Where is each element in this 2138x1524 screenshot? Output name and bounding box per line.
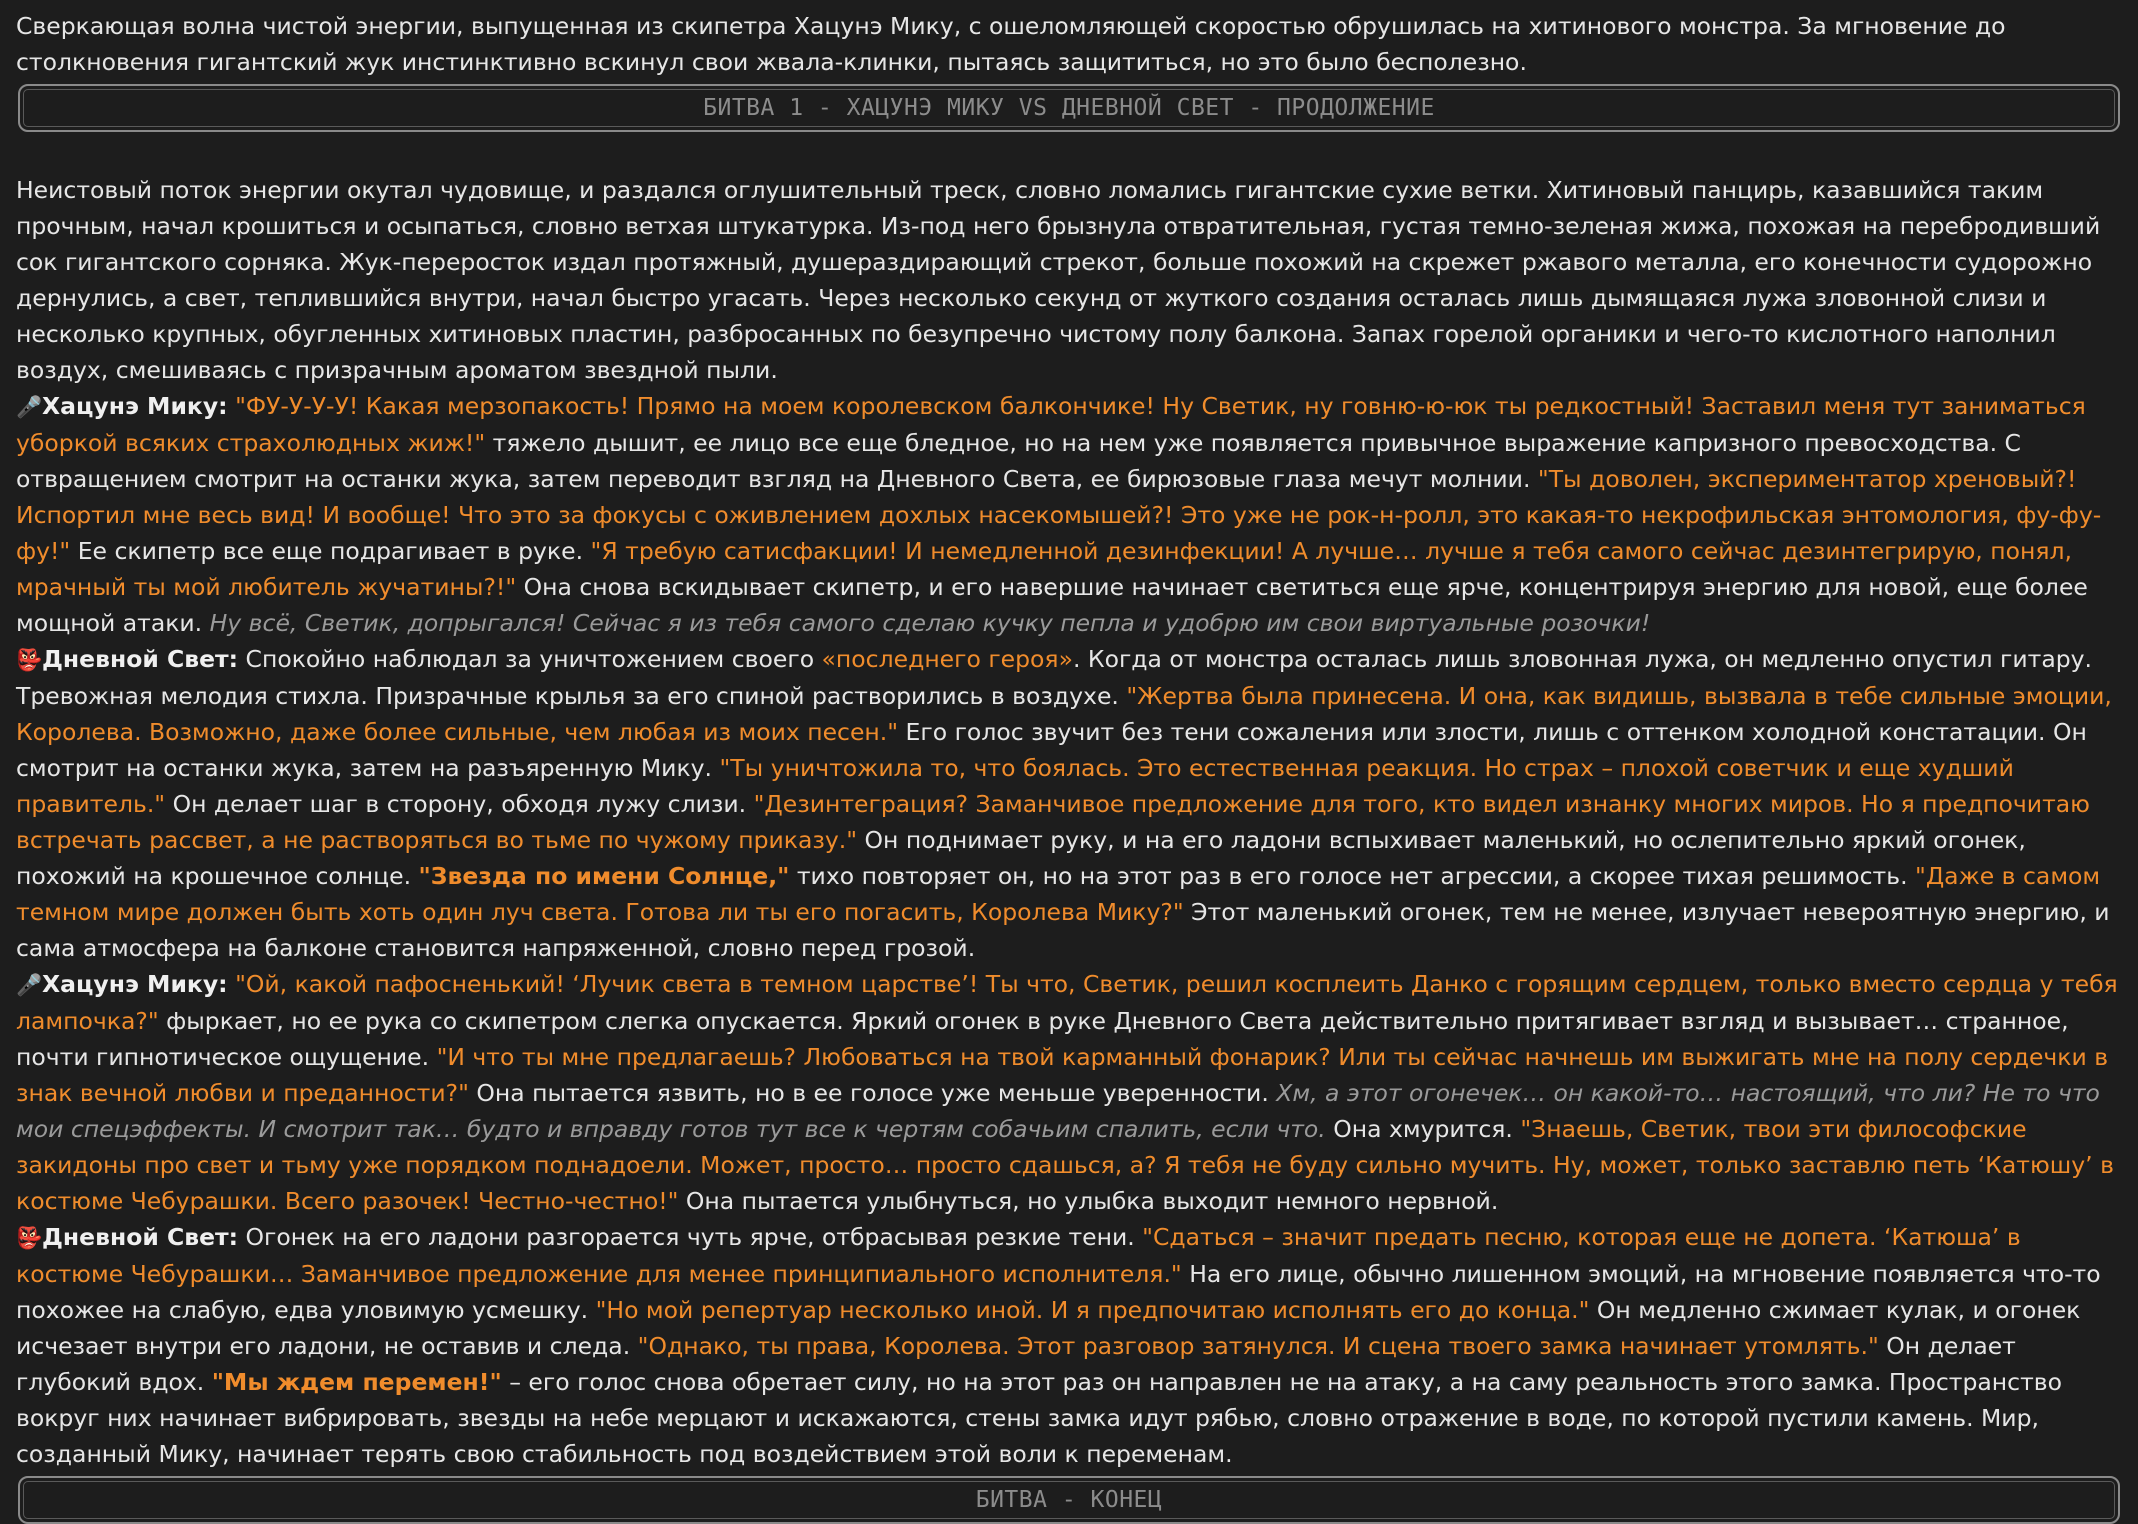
miku-turn-1 <box>16 388 2122 641</box>
dialogue-quote: "Сдаться – значит предать песню, которая еще не допета. ‘Катюша’ в костюме Чебурашки… Заманчивое предложение для менее принципиального исполнителя." <box>16 1223 2021 1288</box>
dialogue-quote: "Знаешь, Светик, твои эти философские закидоны про свет и тьму уже порядком поднадоели. Может, просто… просто сдашься, а? Я тебя не буду сильно мучить. Ну, может, только заставлю петь ‘Катюшу’ в костюме Чебурашки. Всего разочек! Честно-честно!" <box>16 1115 2114 1215</box>
narration-text: Этот маленький огонек, тем не менее, излучает невероятную энергию, и сама атмосфера на балконе становится напряженной, словно перед грозой. <box>16 898 2110 962</box>
dialogue-quote: "Жертва была принесена. И она, как видишь, вызвала в тебе сильные эмоции, Королева. Возможно, даже более сильные, чем любая из моих песен." <box>16 682 2112 746</box>
inner-thought: Ну всё, Светик, допрыгался! Сейчас я из тебя самого сделаю кучку пепла и удобрю им свои виртуальные розочки! <box>209 609 1651 637</box>
dialogue-quote-bold: "Звезда по имени Солнце," <box>418 862 790 890</box>
dialogue-quote: «последнего героя» <box>821 645 1073 673</box>
speaker-name-miku: Хацунэ Мику: <box>42 970 228 998</box>
dialogue-quote: "ФУ-У-У-У! Какая мерзопакость! Прямо на моем королевском балкончике! Ну Светик, ну говню-ю-юк ты редкостный! Заставил меня тут заниматься уборкой всяких страхолюдных жиж!" <box>16 392 2086 457</box>
light-turn-1 <box>16 641 2122 966</box>
narration-text: фыркает, но ее рука со скипетром слегка опускается. Яркий огонек в руке Дневного Света действительно притягивает взгляд и вызывает… странное, почти гипнотическое ощущение. <box>16 1007 2069 1071</box>
speaker-name-light: Дневной Свет: <box>42 1223 239 1251</box>
narration-text: . Когда от монстра осталась лишь зловонная лужа, он медленно опустил гитару. Тревожная мелодия стихла. Призрачные крылья за его спиной растворились в воздухе. <box>16 645 2093 710</box>
dialogue-quote: "Я требую сатисфакции! И немедленной дезинфекции! А лучше… лучше я тебя самого сейчас дезинтегрирую, понял, мрачный ты мой любитель жучатины?!" <box>16 537 2072 601</box>
narration-text: Она снова вскидывает скипетр, и его навершие начинает светиться еще ярче, концентрируя энергию для новой, еще более мощной атаки. <box>16 573 2088 637</box>
dialogue-quote: "И что ты мне предлагаешь? Любоваться на твой карманный фонарик? Или ты сейчас начнешь им выжигать мне на полу сердечки в знак вечной любви и преданности?" <box>16 1043 2109 1107</box>
narration-paragraph: Неистовый поток энергии окутал чудовище, и раздался оглушительный треск, словно ломались гигантские сухие ветки. Хитиновый панцирь, казавшийся таким прочным, начал крошиться и осыпаться, словно ветхая штукатурка. Из-под него брызнула отвратительная, густая темно-зеленая жижа, похожая на перебродивший сок гигантского сорняка. Жук-переросток издал протяжный, душераздирающий стрекот, больше похожий на скрежет ржавого металла, его конечности судорожно дернулись, а свет, теплившийся внутри, начал быстро угасать. Через несколько секунд от жуткого создания осталась лишь дымящаяся лужа зловонной слизи и несколько крупных, обугленных хитиновых пластин, разбросанных по безупречно чистому полу балкона. Запах горелой органики и чего-то кислотного наполнил воздух, смешиваясь с призрачным ароматом звездной пыли. <box>16 176 2101 384</box>
narration-text: Она пытается язвить, но в ее голосе уже меньше уверенности. <box>468 1079 1277 1107</box>
dialogue-quote-bold: "Мы ждем перемен!" <box>211 1368 502 1396</box>
microphone-icon: 🎤 <box>16 973 43 997</box>
battle-start-banner: БИТВА 1 - ХАЦУНЭ МИКУ VS ДНЕВНОЙ СВЕТ - ПРОДОЛЖЕНИЕ <box>18 84 2120 132</box>
narration-text: Он делает глубокий вдох. <box>16 1332 2016 1396</box>
battle-end-banner: БИТВА - КОНЕЦ <box>18 1476 2120 1524</box>
microphone-icon: 🎤 <box>16 395 43 419</box>
dialogue-quote: "Ты уничтожила то, что боялась. Это естественная реакция. Но страх – плохой советчик и еще худший правитель." <box>16 754 2014 818</box>
mask-icon: 👺 <box>16 1226 43 1250</box>
narration-text: Его голос звучит без тени сожаления или злости, лишь с оттенком холодной констатации. Он смотрит на останки жука, затем на разъяренную Мику. <box>16 718 2087 782</box>
speaker-name-miku: Хацунэ Мику: <box>42 392 228 420</box>
inner-thought: Хм, а этот огонечек… он какой-то… настоящий, что ли? Не то что мои спецэффекты. И смотрит так… будто и вправду готов тут все к чертям собачьим спалить, если что. <box>16 1079 2100 1143</box>
light-turn-2 <box>16 1219 2122 1472</box>
narration-text: тихо повторяет он, но на этот раз в его голосе нет агрессии, а скорее тихая решимость. <box>789 862 1916 890</box>
narration-text: Ее скипетр все еще подрагивает в руке. <box>70 537 591 565</box>
dialogue-quote: "Ой, какой пафосненький! ‘Лучик света в темном царстве’! Ты что, Светик, решил косплеить Данко с горящим сердцем, только вместо сердца у тебя лампочка?" <box>16 970 2118 1035</box>
narration-text: тяжело дышит, ее лицо все еще бледное, но на нем уже появляется привычное выражение капризного превосходства. С отвращением смотрит на останки жука, затем переводит взгляд на Дневного Света, ее бирюзовые глаза мечут молнии. <box>16 429 2021 493</box>
narration-text: Он медленно сжимает кулак, и огонек исчезает внутри его ладони, не оставив и следа. <box>16 1296 2081 1360</box>
speaker-name-light: Дневной Свет: <box>42 645 239 673</box>
narration-text: Она пытается улыбнуться, но улыбка выходит немного нервной. <box>678 1187 1499 1215</box>
narration-text: Она хмурится. <box>1325 1115 1521 1143</box>
dialogue-quote: "Но мой репертуар несколько иной. И я предпочитаю исполнять его до конца." <box>595 1296 1590 1324</box>
dialogue-quote: "Дезинтеграция? Заманчивое предложение для того, кто видел изнанку многих миров. Но я предпочитаю встречать рассвет, а не растворяться во тьме по чужому приказу." <box>16 790 2090 854</box>
miku-turn-2 <box>16 966 2122 1219</box>
narration-text: Огонек на его ладони разгорается чуть ярче, отбрасывая резкие тени. <box>238 1223 1143 1251</box>
narration-text: Спокойно наблюдал за уничтожением своего <box>238 645 822 673</box>
dialogue-quote: "Ты доволен, экспериментатор хреновый?! Испортил мне весь вид! И вообще! Что это за фокусы с оживлением дохлых насекомышей?! Это уже не рок-н-ролл, это какая-то некрофильская энтомология, фу-фу-фу!" <box>16 465 2102 565</box>
narration-text: – его голос снова обретает силу, но на этот раз он направлен не на атаку, а на саму реальность этого замка. Пространство вокруг них начинает вибрировать, звезды на небе мерцают и искажаются, стены замка идут рябью, словно отражение в воде, по которой пустили камень. Мир, созданный Мику, начинает терять свою стабильность под воздействием этой воли к переменам. <box>16 1368 2062 1468</box>
mask-icon: 👺 <box>16 648 43 672</box>
narration-text: Он делает шаг в сторону, обходя лужу слизи. <box>165 790 754 818</box>
dialogue-quote: "Даже в самом темном мире должен быть хоть один луч света. Готова ли ты его погасить, Королева Мику?" <box>16 862 2101 926</box>
narration-text: На его лице, обычно лишенном эмоций, на мгновение появляется что-то похожее на слабую, едва уловимую усмешку. <box>16 1260 2101 1324</box>
dialogue-quote: "Однако, ты права, Королева. Этот разговор затянулся. И сцена твоего замка начинает утомлять." <box>637 1332 1879 1360</box>
narration-text: Он поднимает руку, и на его ладони вспыхивает маленький, но ослепительно яркий огонек, похожий на крошечное солнце. <box>16 826 2026 890</box>
intro-paragraph: Сверкающая волна чистой энергии, выпущенная из скипетра Хацунэ Мику, с ошеломляющей скоростью обрушилась на хитинового монстра. За мгновение до столкновения гигантский жук инстинктивно вскинул свои жвала-клинки, пытаясь защититься, но это было бесполезно. <box>16 12 2006 76</box>
